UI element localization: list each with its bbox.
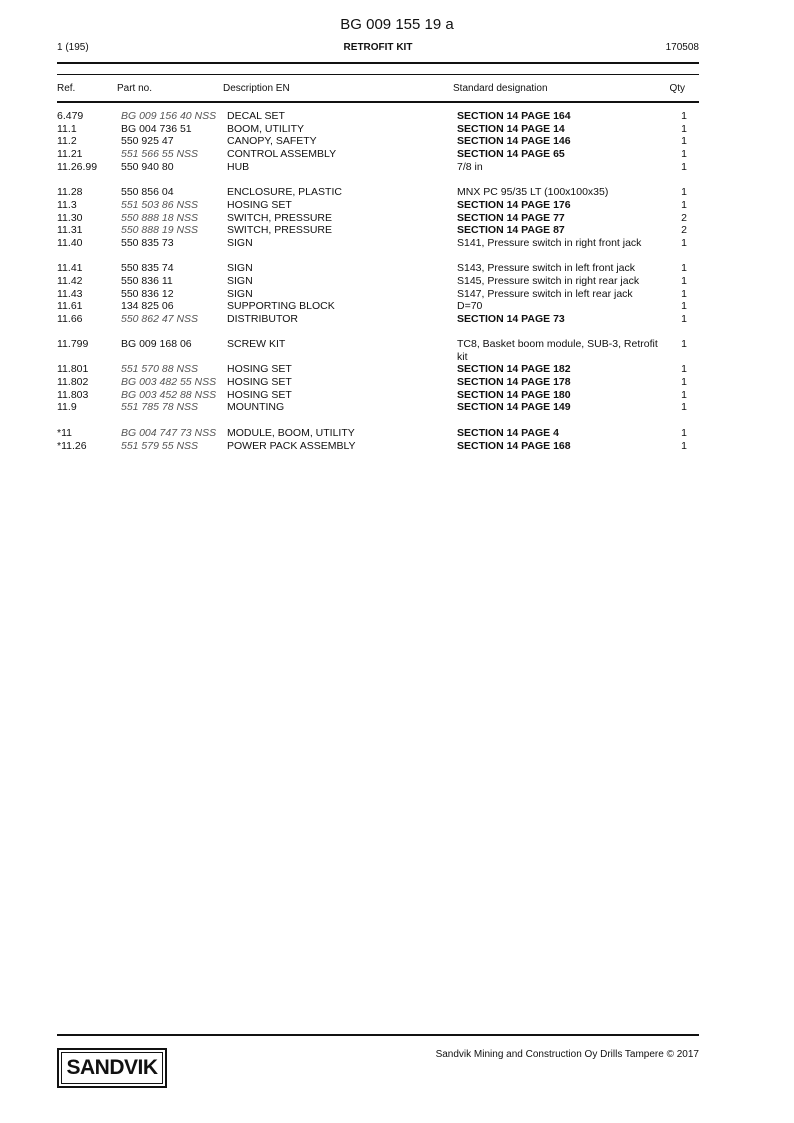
ref-cell: 11.3 (57, 198, 77, 211)
group-spacer (0, 326, 794, 339)
ref-cell: *11.26 (57, 439, 87, 452)
qty-cell: 2 (681, 224, 687, 237)
table-row (0, 161, 794, 174)
qty-cell: 1 (681, 363, 687, 376)
description-cell: ENCLOSURE, PLASTIC (227, 186, 342, 199)
qty-cell: 1 (681, 262, 687, 275)
qty-cell: 1 (681, 287, 687, 300)
ref-cell: 11.30 (57, 211, 83, 224)
part-number-cell: 550 835 73 (121, 236, 174, 249)
part-number-cell: BG 009 168 06 (121, 338, 192, 351)
description-cell: SIGN (227, 236, 253, 249)
column-header-part: Part no. (117, 83, 153, 94)
description-cell: DECAL SET (227, 110, 285, 122)
standard-designation-cell: 7/8 in (457, 160, 483, 173)
standard-designation-cell: TC8, Basket boom module, SUB-3, Retrofit kit (457, 338, 658, 364)
page-count: 1 (195) (57, 42, 89, 53)
ref-cell: 11.803 (57, 388, 89, 401)
qty-cell: 2 (681, 211, 687, 224)
standard-designation-cell: SECTION 14 PAGE 176 (457, 198, 571, 211)
qty-cell: 1 (681, 439, 687, 452)
part-number-cell: BG 004 736 51 (121, 122, 192, 135)
ref-cell: 6.479 (57, 110, 84, 122)
part-number-cell: 551 566 55 NSS (121, 148, 199, 161)
ref-cell: 11.1 (57, 122, 77, 135)
column-header-bottom-rule (57, 101, 699, 103)
sandvik-logo-text: SANDVIK (61, 1052, 163, 1084)
table-row (0, 313, 794, 326)
part-number-cell: 550 940 80 (121, 160, 174, 173)
copyright: Sandvik Mining and Construction Oy Drills Tampere © 2017 (435, 1049, 699, 1060)
description-cell: SWITCH, PRESSURE (227, 224, 333, 237)
ref-cell: 11.28 (57, 186, 83, 199)
group-spacer (0, 414, 794, 427)
group-spacer (0, 250, 794, 263)
qty-cell: 1 (681, 148, 687, 161)
column-header-ref: Ref. (57, 83, 76, 94)
ref-cell: 11.66 (57, 313, 83, 325)
description-cell: SWITCH, PRESSURE (227, 211, 333, 224)
standard-designation-cell: SECTION 14 PAGE 180 (457, 388, 571, 401)
table-row (0, 376, 794, 389)
standard-designation-cell: SECTION 14 PAGE 164 (457, 110, 571, 122)
table-row (0, 389, 794, 402)
qty-cell: 1 (681, 236, 687, 249)
standard-designation-cell: S145, Pressure switch in right rear jack (457, 274, 640, 287)
part-number-cell: BG 009 156 40 NSS (121, 110, 217, 122)
description-cell: POWER PACK ASSEMBLY (227, 439, 356, 452)
qty-cell: 1 (681, 426, 687, 439)
qty-cell: 1 (681, 160, 687, 173)
table-row (0, 148, 794, 161)
ref-cell: 11.26.99 (57, 160, 98, 173)
document-title: RETROFIT KIT (343, 42, 413, 53)
table-row (0, 224, 794, 237)
description-cell: SIGN (227, 262, 253, 275)
part-number-cell: 550 925 47 (121, 135, 174, 148)
description-cell: SCREW KIT (227, 338, 286, 351)
column-header-description: Description EN (223, 83, 290, 94)
table-row (0, 363, 794, 376)
table-row (0, 427, 794, 440)
part-number-cell: 551 570 88 NSS (121, 363, 199, 376)
part-number-cell: BG 004 747 73 NSS (121, 426, 217, 439)
standard-designation-cell: S141, Pressure switch in right front jack (457, 236, 642, 249)
standard-designation-cell: S143, Pressure switch in left front jack (457, 262, 635, 275)
description-cell: HOSING SET (227, 388, 292, 401)
description-cell: HUB (227, 160, 250, 173)
table-row (0, 288, 794, 301)
ref-cell: 11.21 (57, 148, 83, 161)
qty-cell: 1 (681, 376, 687, 389)
standard-designation-cell: SECTION 14 PAGE 77 (457, 211, 565, 224)
standard-designation-cell: MNX PC 95/35 LT (100x100x35) (457, 186, 609, 199)
ref-cell: 11.40 (57, 236, 83, 249)
table-row (0, 401, 794, 414)
ref-cell: 11.31 (57, 224, 83, 237)
description-cell: SUPPORTING BLOCK (227, 300, 335, 313)
table-row (0, 338, 794, 363)
ref-cell: 11.42 (57, 274, 83, 287)
table-row (0, 300, 794, 313)
sandvik-logo (57, 1048, 167, 1088)
column-header-standard: Standard designation (453, 83, 548, 94)
ref-cell: 11.9 (57, 401, 77, 414)
part-number-cell: 550 888 18 NSS (121, 211, 199, 224)
ref-cell: 11.802 (57, 376, 89, 389)
table-row (0, 199, 794, 212)
standard-designation-cell: SECTION 14 PAGE 182 (457, 363, 571, 376)
qty-cell: 1 (681, 338, 687, 351)
document-number: BG 009 155 19 a (340, 16, 454, 33)
table-row (0, 135, 794, 148)
part-number-cell: BG 003 452 88 NSS (121, 388, 217, 401)
table-row (0, 262, 794, 275)
qty-cell: 1 (681, 388, 687, 401)
description-cell: BOOM, UTILITY (227, 122, 305, 135)
standard-designation-cell: S147, Pressure switch in left rear jack (457, 287, 633, 300)
table-row (0, 237, 794, 250)
description-cell: HOSING SET (227, 363, 292, 376)
qty-cell: 1 (681, 186, 687, 199)
qty-cell: 1 (681, 313, 687, 325)
qty-cell: 1 (681, 274, 687, 287)
table-row (0, 275, 794, 288)
description-cell: MOUNTING (227, 401, 285, 414)
part-number-cell: 134 825 06 (121, 300, 174, 313)
standard-designation-cell: SECTION 14 PAGE 168 (457, 439, 571, 452)
ref-cell: 11.2 (57, 135, 77, 148)
standard-designation-cell: SECTION 14 PAGE 4 (457, 426, 559, 439)
table-row (0, 440, 794, 453)
description-cell: CONTROL ASSEMBLY (227, 148, 337, 161)
parts-table (0, 110, 794, 452)
table-row (0, 186, 794, 199)
standard-designation-cell: SECTION 14 PAGE 178 (457, 376, 571, 389)
qty-cell: 1 (681, 135, 687, 148)
standard-designation-cell: SECTION 14 PAGE 65 (457, 148, 565, 161)
part-number-cell: 550 835 74 (121, 262, 174, 275)
part-number-cell: 551 503 86 NSS (121, 198, 199, 211)
qty-cell: 1 (681, 110, 687, 122)
part-number-cell: 550 888 19 NSS (121, 224, 199, 237)
footer-rule (57, 1034, 699, 1036)
ref-cell: *11 (57, 426, 72, 439)
table-row (0, 123, 794, 136)
column-header-top-rule (57, 74, 699, 75)
column-header-qty: Qty (669, 83, 685, 94)
description-cell: MODULE, BOOM, UTILITY (227, 426, 355, 439)
standard-designation-cell: SECTION 14 PAGE 87 (457, 224, 565, 237)
qty-cell: 1 (681, 401, 687, 414)
qty-cell: 1 (681, 198, 687, 211)
standard-designation-cell: SECTION 14 PAGE 73 (457, 313, 565, 325)
part-number-cell: 550 856 04 (121, 186, 174, 199)
standard-designation-cell: SECTION 14 PAGE 149 (457, 401, 571, 414)
table-row (0, 212, 794, 225)
header-rule (57, 62, 699, 64)
standard-designation-cell: SECTION 14 PAGE 14 (457, 122, 565, 135)
part-number-cell: 551 579 55 NSS (121, 439, 199, 452)
ref-cell: 11.41 (57, 262, 83, 275)
part-number-cell: BG 003 482 55 NSS (121, 376, 217, 389)
description-cell: CANOPY, SAFETY (227, 135, 317, 148)
description-cell: SIGN (227, 274, 253, 287)
ref-cell: 11.43 (57, 287, 83, 300)
group-spacer (0, 173, 794, 186)
part-number-cell: 550 862 47 NSS (121, 313, 199, 325)
standard-designation-cell: SECTION 14 PAGE 146 (457, 135, 571, 148)
document-date: 170508 (665, 42, 699, 53)
table-row (0, 110, 794, 123)
qty-cell: 1 (681, 300, 687, 313)
description-cell: HOSING SET (227, 198, 292, 211)
ref-cell: 11.799 (57, 338, 89, 351)
description-cell: HOSING SET (227, 376, 292, 389)
qty-cell: 1 (681, 122, 687, 135)
ref-cell: 11.61 (57, 300, 83, 313)
part-number-cell: 551 785 78 NSS (121, 401, 199, 414)
part-number-cell: 550 836 12 (121, 287, 174, 300)
ref-cell: 11.801 (57, 363, 89, 376)
description-cell: DISTRIBUTOR (227, 313, 298, 325)
standard-designation-cell: D=70 (457, 300, 483, 313)
description-cell: SIGN (227, 287, 253, 300)
meta-row (57, 42, 699, 56)
part-number-cell: 550 836 11 (121, 274, 173, 287)
